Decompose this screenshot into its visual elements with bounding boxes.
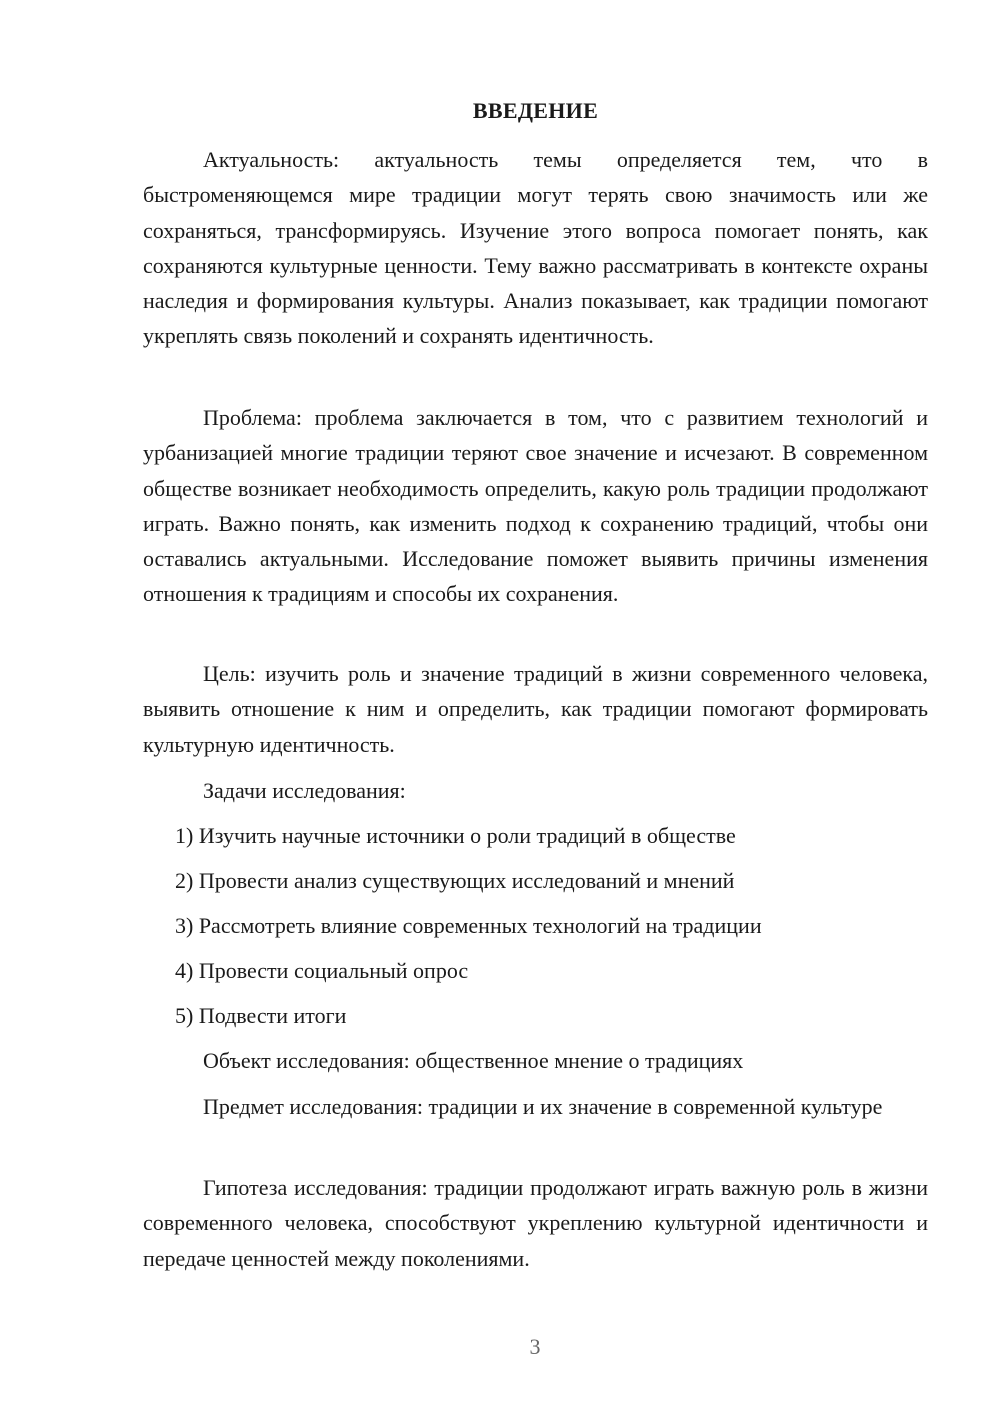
hypothesis-paragraph: Гипотеза исследования: традиции продолжают играть важную роль в жизни современного человека, способствуют укреплению культурной идентичности и передаче ценностей между поколениями.	[143, 1175, 928, 1271]
relevance-paragraph: Актуальность: актуальность темы определяется тем, что в быстроменяющемся мире традиции могут терять свою значимость или же сохраняться, трансформируясь. Изучение этого вопроса помогает понять, как сохраняются культурные ценности. Тему важно рассматривать в контексте охраны наследия и формирования культуры. Анализ показывает, как традиции помогают укреплять связь поколений и сохранять идентичность.	[143, 147, 928, 349]
task-item: 4) Провести социальный опрос	[175, 958, 469, 983]
task-item: 1) Изучить научные источники о роли традиций в обществе	[175, 823, 736, 848]
problem-paragraph: Проблема: проблема заключается в том, что с развитием технологий и урбанизацией многие традиции теряют свое значение и исчезают. В современном обществе возникает необходимость определить, какую роль традиции продолжают играть. Важно понять, как изменить подход к сохранению традиций, чтобы они оставались актуальными. Исследование поможет выявить причины изменения отношения к традициям и способы их сохранения.	[143, 405, 928, 607]
task-item: 2) Провести анализ существующих исследований и мнений	[175, 868, 735, 893]
goal-paragraph: Цель: изучить роль и значение традиций в жизни современного человека, выявить отношение к ним и определить, как традиции помогают формировать культурную идентичность.	[143, 661, 928, 757]
page-title: ВВЕДЕНИЕ	[472, 98, 599, 123]
object-paragraph: Объект исследования: общественное мнение о традициях	[203, 1048, 744, 1073]
task-item: 5) Подвести итоги	[175, 1003, 347, 1028]
tasks-heading: Задачи исследования:	[203, 778, 406, 803]
task-item: 3) Рассмотреть влияние современных технологий на традиции	[175, 913, 762, 938]
subject-paragraph: Предмет исследования: традиции и их значение в современной культуре	[203, 1094, 883, 1119]
page-number: 3	[529, 1334, 541, 1359]
